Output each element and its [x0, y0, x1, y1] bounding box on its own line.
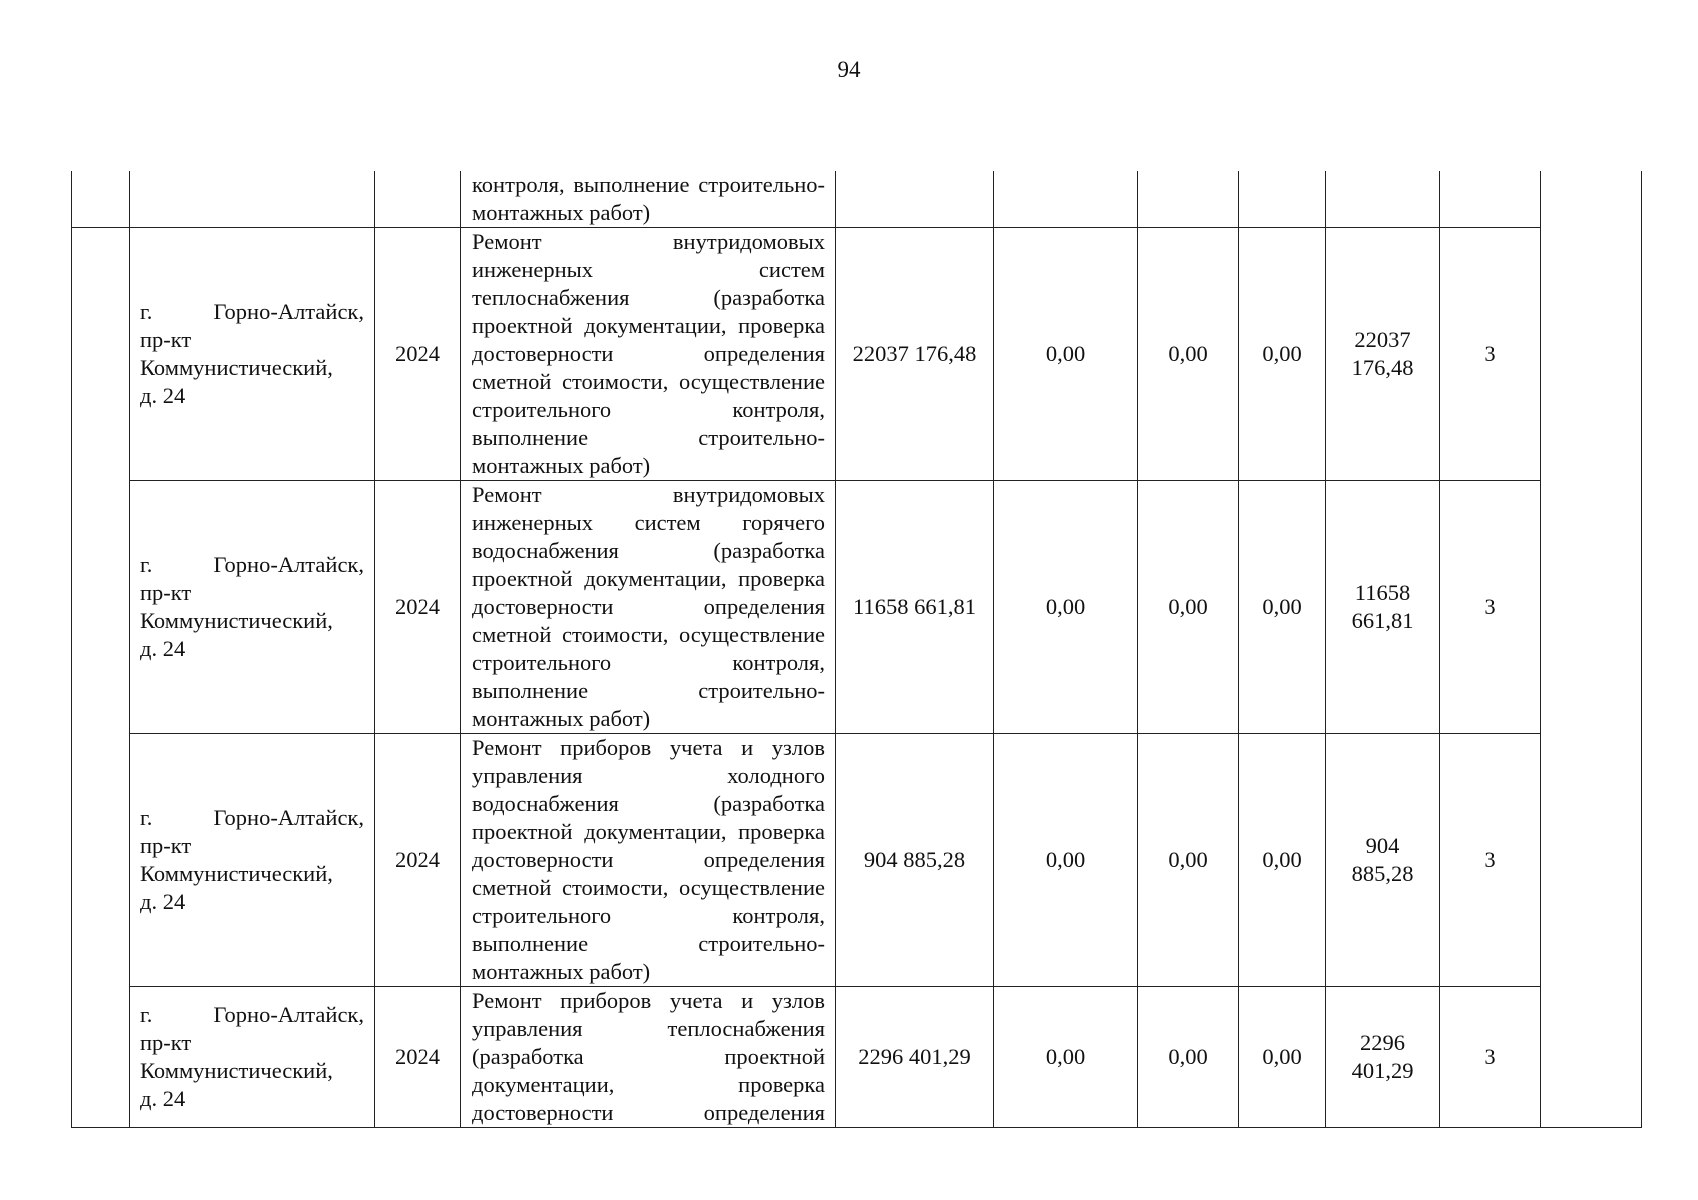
cost-cell: 904 885,28 — [836, 734, 994, 987]
address-cell: г. Горно-Алтайск, пр-кт Коммунистический, д. 24 — [130, 987, 375, 1128]
row-index-cell — [72, 171, 130, 228]
fund1-cell: 0,00 — [994, 987, 1138, 1128]
total-cell — [1326, 171, 1440, 228]
fund2-cell: 0,00 — [1138, 481, 1239, 734]
cost-cell: 11658 661,81 — [836, 481, 994, 734]
extra-cell — [1541, 171, 1642, 481]
fund2-cell — [1138, 171, 1239, 228]
category-cell: 3 — [1440, 228, 1541, 481]
fund2-cell: 0,00 — [1138, 987, 1239, 1128]
fund1-cell: 0,00 — [994, 481, 1138, 734]
table-row — [72, 987, 1642, 1128]
total-cell: 904 885,28 — [1326, 734, 1440, 987]
year-cell — [375, 171, 461, 228]
fund3-cell: 0,00 — [1239, 734, 1326, 987]
address-cell: г. Горно-Алтайск, пр-кт Коммунистический, д. 24 — [130, 228, 375, 481]
fund3-cell — [1239, 171, 1326, 228]
table-row-continued — [72, 171, 1642, 228]
extra-cell — [1541, 481, 1642, 1128]
fund1-cell — [994, 171, 1138, 228]
description-cell: Ремонт внутридомовых инженерных систем теплоснабжения (разработка проектной документации, проверка достоверности определения сметной стоимости, осуществление строительного контроля, выполнение строительно-монтажных работ) — [461, 228, 836, 481]
description-cell: Ремонт приборов учета и узлов управления холодного водоснабжения (разработка проектной документации, проверка достоверности определения сметной стоимости, осуществление строительного контроля, выполнение строительно-монтажных работ) — [461, 734, 836, 987]
address-cell: г. Горно-Алтайск, пр-кт Коммунистический, д. 24 — [130, 734, 375, 987]
address-cell — [130, 171, 375, 228]
year-cell: 2024 — [375, 481, 461, 734]
year-cell: 2024 — [375, 987, 461, 1128]
total-cell: 22037 176,48 — [1326, 228, 1440, 481]
fund3-cell: 0,00 — [1239, 228, 1326, 481]
fund2-cell: 0,00 — [1138, 734, 1239, 987]
table-row — [72, 734, 1642, 987]
cost-cell — [836, 171, 994, 228]
total-cell: 2296 401,29 — [1326, 987, 1440, 1128]
table-row — [72, 228, 1642, 481]
category-cell — [1440, 171, 1541, 228]
works-table — [71, 171, 1642, 1128]
year-cell: 2024 — [375, 228, 461, 481]
cost-cell: 22037 176,48 — [836, 228, 994, 481]
description-cell: Ремонт внутридомовых инженерных систем горячего водоснабжения (разработка проектной документации, проверка достоверности определения сметной стоимости, осуществление строительного контроля, выполнение строительно-монтажных работ) — [461, 481, 836, 734]
page-number: 94 — [837, 57, 861, 82]
description-cell: Ремонт приборов учета и узлов управления теплоснабжения (разработка проектной документации, проверка достоверности определения — [461, 987, 836, 1128]
category-cell: 3 — [1440, 987, 1541, 1128]
row-index-cell — [72, 228, 130, 1128]
fund1-cell: 0,00 — [994, 228, 1138, 481]
fund1-cell: 0,00 — [994, 734, 1138, 987]
fund2-cell: 0,00 — [1138, 228, 1239, 481]
description-cell: контроля, выполнение строительно-монтажных работ) — [461, 171, 836, 228]
category-cell: 3 — [1440, 734, 1541, 987]
fund3-cell: 0,00 — [1239, 481, 1326, 734]
fund3-cell: 0,00 — [1239, 987, 1326, 1128]
total-cell: 11658 661,81 — [1326, 481, 1440, 734]
category-cell: 3 — [1440, 481, 1541, 734]
address-cell: г. Горно-Алтайск, пр-кт Коммунистический, д. 24 — [130, 481, 375, 734]
table-row — [72, 481, 1642, 734]
cost-cell: 2296 401,29 — [836, 987, 994, 1128]
year-cell: 2024 — [375, 734, 461, 987]
